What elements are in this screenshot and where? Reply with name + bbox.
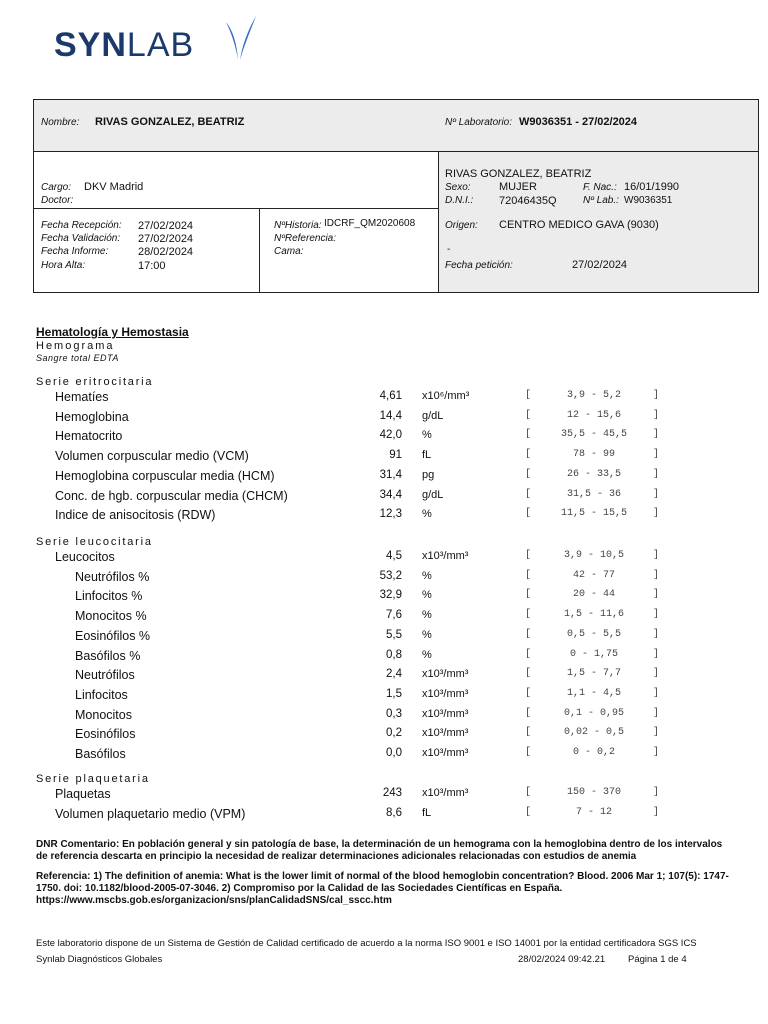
reference-range: 0,02 - 0,5 — [563, 727, 624, 739]
result-row — [0, 688, 768, 706]
reference-range: 1,5 - 7,7 — [566, 668, 621, 680]
historia-value: IDCRF_QM2020608 — [324, 218, 416, 229]
result-row — [0, 449, 768, 467]
result-row — [0, 550, 768, 568]
range-bracket-close: ] — [653, 727, 660, 739]
page-number: Página 1 de 4 — [628, 954, 687, 965]
test-unit: % — [422, 429, 432, 442]
test-value: 31,4 — [379, 468, 402, 481]
test-unit: % — [422, 508, 432, 521]
sexo-label: Sexo: — [445, 182, 471, 193]
result-row — [0, 668, 768, 686]
fecha-validacion-value: 27/02/2024 — [138, 233, 194, 245]
fecha-recepcion-label: Fecha Recepción: — [41, 220, 122, 231]
reference-range: 26 - 33,5 — [566, 468, 621, 480]
range-bracket-close: ] — [653, 628, 660, 640]
range-bracket-open: [ — [525, 468, 532, 480]
test-value: 4,61 — [379, 390, 402, 402]
test-value: 4,5 — [386, 550, 402, 562]
test-name: Hematocrito — [55, 429, 123, 444]
test-name: Monocitos % — [75, 609, 147, 624]
fecha-validacion-label: Fecha Validación: — [41, 233, 121, 244]
reference-range: 0,1 - 0,95 — [563, 707, 624, 719]
test-value: 14,4 — [379, 409, 402, 422]
reference-comment: Referencia: 1) The definition of anemia: What is the lower limit of normal of the blood hemoglobin concentration? Blood. 2006 Mar 1; 107(5): 1747-1750. doi: 10.1182/blood-2005-07-3046. 2) Compromiso por la Calidad de las Sociedades Científicas en España. https://www.mscbs.gob.es/organizacion/sns/planCalidadSNS/cal_sscc.htm — [36, 871, 729, 906]
company-name: Synlab Diagnósticos Globales — [36, 954, 163, 965]
result-row — [0, 649, 768, 667]
reference-range: 1,1 - 4,5 — [566, 687, 621, 699]
test-name: Volumen plaquetario medio (VPM) — [55, 806, 246, 821]
range-bracket-open: [ — [525, 569, 532, 581]
hora-alta-label: Hora Alta: — [41, 260, 86, 271]
nlab-value: W9036351 — [624, 195, 673, 206]
test-name: Conc. de hgb. corpuscular media (CHCM) — [55, 488, 288, 503]
reference-range: 3,9 - 10,5 — [563, 550, 624, 561]
range-bracket-open: [ — [525, 687, 532, 699]
result-row — [0, 807, 768, 825]
range-bracket-open: [ — [525, 628, 532, 640]
specimen-type: Sangre total EDTA — [36, 353, 119, 363]
test-unit: x10³/mm³ — [422, 550, 469, 562]
test-unit: % — [422, 648, 432, 661]
range-bracket-open: [ — [525, 429, 532, 441]
range-bracket-close: ] — [653, 429, 660, 441]
result-row — [0, 727, 768, 745]
dni-label: D.N.I.: — [445, 195, 474, 206]
test-name: Eosinófilos — [75, 727, 136, 742]
divider — [34, 151, 758, 152]
patient-header-box — [33, 99, 759, 293]
test-name: Basófilos % — [75, 648, 141, 663]
divider — [259, 208, 260, 292]
test-unit: x10³/mm³ — [422, 727, 469, 740]
range-bracket-open: [ — [525, 449, 532, 461]
range-bracket-open: [ — [525, 488, 532, 500]
result-row — [0, 469, 768, 487]
lab-number-label: Nº Laboratorio: — [445, 117, 513, 128]
test-unit: fL — [422, 449, 432, 462]
section-subtitle: Hemograma — [36, 340, 115, 352]
cama-label: Cama: — [274, 246, 304, 257]
range-bracket-close: ] — [653, 488, 660, 500]
result-row — [0, 787, 768, 805]
result-row — [0, 747, 768, 765]
result-row — [0, 429, 768, 447]
result-row — [0, 508, 768, 526]
dni-value: 72046435Q — [499, 195, 557, 207]
test-unit: g/dL — [422, 409, 444, 422]
logo-wordmark: SYNLAB — [54, 26, 195, 64]
range-bracket-close: ] — [653, 747, 660, 758]
test-unit: % — [422, 589, 432, 602]
range-bracket-close: ] — [653, 390, 660, 401]
range-bracket-close: ] — [653, 787, 660, 798]
dash-text: - — [447, 244, 451, 255]
range-bracket-close: ] — [653, 550, 660, 561]
reference-range: 11,5 - 15,5 — [560, 508, 627, 520]
range-bracket-close: ] — [653, 468, 660, 480]
result-row — [0, 390, 768, 408]
range-bracket-open: [ — [525, 550, 532, 561]
series-title: Serie leucocitaria — [36, 536, 153, 548]
test-value: 2,4 — [386, 668, 402, 681]
range-bracket-open: [ — [525, 727, 532, 739]
test-value: 12,3 — [379, 508, 402, 521]
test-value: 0,8 — [386, 648, 402, 661]
result-row — [0, 629, 768, 647]
test-unit: % — [422, 569, 432, 582]
test-value: 0,0 — [386, 747, 402, 759]
cargo-label: Cargo: — [41, 182, 72, 193]
range-bracket-open: [ — [525, 589, 532, 601]
range-bracket-close: ] — [653, 449, 660, 461]
test-unit: x10³/mm³ — [422, 668, 469, 681]
lab-number-value: W9036351 - 27/02/2024 — [519, 116, 638, 128]
test-value: 34,4 — [379, 488, 402, 501]
range-bracket-open: [ — [525, 787, 532, 798]
test-value: 91 — [389, 449, 402, 462]
report-timestamp: 28/02/2024 09:42.21 — [518, 954, 606, 965]
origen-value: CENTRO MEDICO GAVA (9030) — [499, 219, 659, 231]
reference-range: 0 - 0,2 — [572, 747, 615, 758]
test-unit: pg — [422, 468, 435, 481]
range-bracket-close: ] — [653, 409, 660, 421]
reference-range: 42 - 77 — [572, 569, 615, 581]
test-value: 32,9 — [379, 589, 402, 602]
fecha-peticion-label: Fecha petición: — [445, 260, 513, 271]
range-bracket-open: [ — [525, 390, 532, 401]
fecha-recepcion-value: 27/02/2024 — [138, 220, 194, 232]
test-value: 53,2 — [379, 569, 402, 582]
sexo-value: MUJER — [499, 181, 537, 193]
test-name: Indice de anisocitosis (RDW) — [55, 508, 216, 523]
test-name: Hemoglobina — [55, 409, 129, 424]
range-bracket-open: [ — [525, 508, 532, 520]
test-name: Neutrófilos % — [75, 569, 150, 584]
test-name: Linfocitos — [75, 687, 128, 702]
divider — [34, 208, 438, 209]
test-value: 5,5 — [386, 628, 402, 641]
divider — [438, 151, 439, 292]
range-bracket-close: ] — [653, 707, 660, 719]
range-bracket-close: ] — [653, 668, 660, 680]
dnr-comment: DNR Comentario: En población general y sin patología de base, la determinación de un hemograma con la hemoglobina dentro de los intervalos de referencia descarta en principio la necesidad de realizar determinaciones adicionales relacionadas con estudios de anemia — [36, 839, 723, 862]
series-title: Serie plaquetaria — [36, 773, 150, 785]
reference-range: 0 - 1,75 — [569, 648, 618, 660]
result-row — [0, 570, 768, 588]
synlab-logo — [54, 14, 274, 66]
reference-range: 150 - 370 — [566, 787, 621, 798]
test-name: Basófilos — [75, 747, 126, 761]
doctor-label: Doctor: — [41, 195, 74, 206]
test-value: 7,6 — [386, 609, 402, 622]
test-name: Hemoglobina corpuscular media (HCM) — [55, 468, 275, 483]
fecha-informe-label: Fecha Informe: — [41, 246, 109, 257]
patient-name-right: RIVAS GONZALEZ, BEATRIZ — [445, 168, 592, 180]
test-name: Eosinófilos % — [75, 628, 151, 643]
fnac-label: F. Nac.: — [583, 182, 617, 193]
range-bracket-close: ] — [653, 508, 660, 520]
origen-label: Origen: — [445, 220, 478, 231]
cargo-value: DKV Madrid — [84, 181, 144, 193]
test-value: 1,5 — [386, 687, 402, 700]
fecha-informe-value: 28/02/2024 — [138, 246, 194, 258]
range-bracket-close: ] — [653, 687, 660, 699]
test-name: Linfocitos % — [75, 589, 143, 604]
test-name: Leucocitos — [55, 550, 115, 564]
test-unit: g/dL — [422, 488, 444, 501]
test-value: 243 — [382, 787, 402, 799]
test-value: 42,0 — [379, 429, 402, 442]
fnac-value: 16/01/1990 — [624, 181, 680, 193]
test-name: Hematíes — [55, 390, 109, 404]
result-row — [0, 708, 768, 726]
range-bracket-close: ] — [653, 609, 660, 621]
test-unit: x10³/mm³ — [422, 687, 469, 700]
reference-range: 1,5 - 11,6 — [563, 609, 624, 621]
result-row — [0, 589, 768, 607]
reference-range: 0,5 - 5,5 — [566, 628, 621, 640]
reference-range: 12 - 15,6 — [566, 409, 621, 421]
nombre-label: Nombre: — [41, 117, 80, 128]
test-name: Neutrófilos — [75, 668, 135, 683]
reference-range: 31,5 - 36 — [566, 488, 621, 500]
range-bracket-open: [ — [525, 609, 532, 621]
test-unit: x10³/mm³ — [422, 747, 469, 759]
test-name: Monocitos — [75, 707, 132, 722]
test-value: 8,6 — [386, 806, 402, 819]
test-unit: x10³/mm³ — [422, 707, 469, 720]
nlab-label: Nº Lab.: — [583, 195, 619, 206]
result-row — [0, 609, 768, 627]
reference-range: 7 - 12 — [575, 806, 612, 818]
range-bracket-open: [ — [525, 409, 532, 421]
result-row — [0, 489, 768, 507]
logo-swoosh-icon — [222, 14, 262, 64]
section-title: Hematología y Hemostasia — [36, 325, 189, 339]
test-unit: x10⁶/mm³ — [422, 390, 470, 402]
historia-label: NºHistoria: — [274, 220, 322, 231]
referencia-label: NºReferencia: — [274, 233, 337, 244]
range-bracket-close: ] — [653, 648, 660, 660]
result-row — [0, 410, 768, 428]
test-unit: fL — [422, 806, 432, 819]
test-value: 0,2 — [386, 727, 402, 740]
range-bracket-close: ] — [653, 589, 660, 601]
fecha-peticion-value: 27/02/2024 — [572, 259, 628, 271]
range-bracket-open: [ — [525, 806, 532, 818]
range-bracket-close: ] — [653, 806, 660, 818]
range-bracket-open: [ — [525, 648, 532, 660]
test-unit: % — [422, 628, 432, 641]
series-title: Serie eritrocitaria — [36, 376, 154, 388]
test-unit: % — [422, 609, 432, 622]
reference-range: 3,9 - 5,2 — [566, 390, 621, 401]
range-bracket-open: [ — [525, 747, 532, 758]
reference-range: 20 - 44 — [572, 589, 615, 601]
test-unit: x10³/mm³ — [422, 787, 469, 799]
range-bracket-open: [ — [525, 668, 532, 680]
reference-range: 35,5 - 45,5 — [560, 429, 627, 441]
hora-alta-value: 17:00 — [138, 260, 166, 272]
test-name: Plaquetas — [55, 787, 111, 801]
range-bracket-close: ] — [653, 569, 660, 581]
range-bracket-open: [ — [525, 707, 532, 719]
reference-range: 78 - 99 — [572, 449, 615, 461]
test-name: Volumen corpuscular medio (VCM) — [55, 449, 249, 464]
test-value: 0,3 — [386, 707, 402, 720]
quality-statement: Este laboratorio dispone de un Sistema de Gestión de Calidad certificado de acuerdo a la norma ISO 9001 e ISO 14001 por la entidad certificadora SGS ICS — [36, 938, 697, 949]
patient-name: RIVAS GONZALEZ, BEATRIZ — [95, 116, 245, 128]
